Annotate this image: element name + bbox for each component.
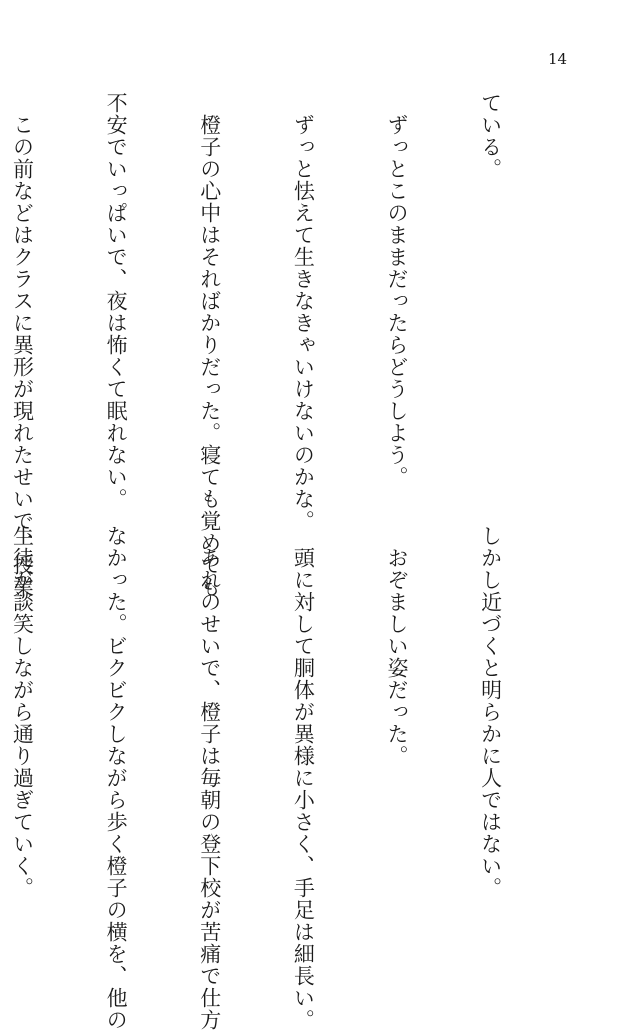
text-line: ずっと怯えて生きなきゃいけないのかな。 (291, 92, 316, 532)
text-line: 生徒が談笑しながら通り過ぎていく。 (10, 525, 35, 899)
text-line: この前などはクラスに異形が現れたせいで、授業 (10, 92, 35, 598)
text-line: 橙子の心中はそればかりだった。寝ても覚めても (197, 92, 222, 598)
text-line: あれのせいで、橙子は毎朝の登下校が苦痛で仕方 (197, 525, 222, 1031)
text-line: 不安でいっぱいで、夜は怖くて眠れない。 (104, 92, 129, 510)
page-number: 14 (548, 50, 568, 68)
text-line: ている。 (478, 92, 503, 180)
text-line: ずっとこのままだったらどうしよう。 (384, 92, 409, 488)
text-line: しかし近づくと明らかに人ではない。 (478, 525, 503, 899)
text-line: 頭に対して胴体が異様に小さく、手足は細長い。 (291, 525, 316, 1031)
text-block-bottom (0, 525, 568, 1031)
text-line: なかった。ビクビクしながら歩く橙子の横を、他の (104, 525, 129, 1031)
text-block-top (0, 92, 568, 598)
text-line: おぞましい姿だった。 (384, 525, 409, 767)
